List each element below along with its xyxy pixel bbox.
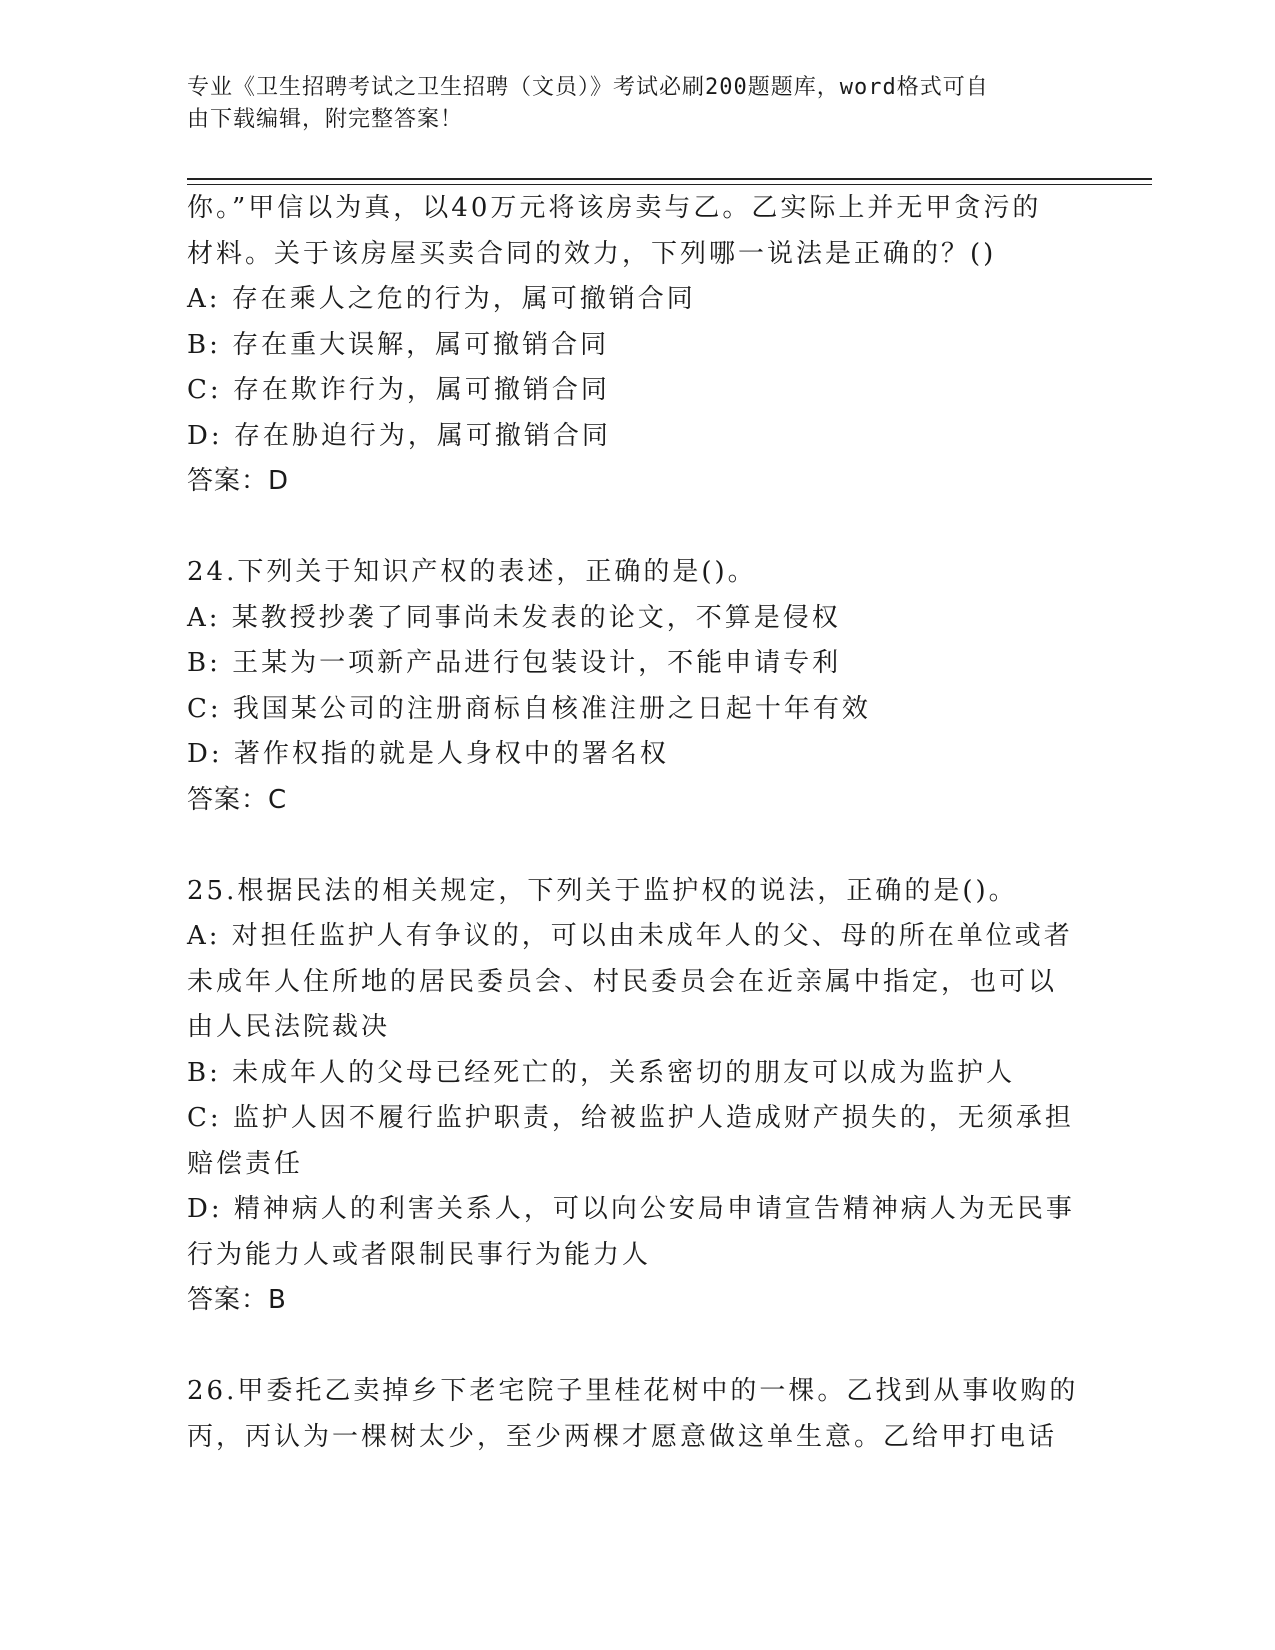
option-d: D: 存在胁迫行为，属可撤销合同: [187, 420, 611, 451]
option-c: C: 存在欺诈行为，属可撤销合同: [187, 375, 610, 405]
option-d-continued: 行为能力人或者限制民事行为能力人: [187, 1239, 652, 1270]
option-c: C: 监护人因不履行监护职责，给被监护人造成财产损失的，无须承担: [187, 1103, 1074, 1133]
option-a-continued: 未成年人住所地的居民委员会、村民委员会在近亲属中指定，也可以: [187, 966, 1058, 997]
question-24: [187, 550, 1067, 823]
answer: 答案：B: [187, 1285, 287, 1315]
option-d: D: 著作权指的就是人身权中的署名权: [187, 739, 669, 769]
question-23: [187, 186, 1067, 505]
answer: 答案：D: [187, 466, 290, 496]
answer: 答案：C: [187, 784, 288, 815]
header-line-2: 由下载编辑，附完整答案！: [187, 107, 464, 132]
question-stem: 25.根据民法的相关规定，下列关于监护权的说法，正确的是()。: [187, 875, 1018, 906]
option-a: A: 某教授抄袭了同事尚未发表的论文，不算是侵权: [187, 602, 841, 633]
option-a: A: 存在乘人之危的行为，属可撤销合同: [187, 284, 696, 314]
question-stem: 24.下列关于知识产权的表述，正确的是()。: [187, 557, 757, 587]
option-b: B: 存在重大误解，属可撤销合同: [187, 329, 610, 360]
question-stem-line: 你。”甲信以为真，以40万元将该房卖与乙。乙实际上并无甲贪污的: [187, 193, 1042, 223]
option-a-continued: 由人民法院裁决: [187, 1012, 391, 1042]
question-stem-line: 材料。关于该房屋买卖合同的效力，下列哪一说法是正确的？(): [187, 238, 997, 269]
option-c: C: 我国某公司的注册商标自核准注册之日起十年有效: [187, 693, 871, 724]
question-stem-line: 丙，丙认为一棵树太少，至少两棵才愿意做这单生意。乙给甲打电话: [187, 1421, 1058, 1452]
question-25: [187, 869, 1075, 1324]
option-d: D: 精神病人的利害关系人，可以向公安局申请宣告精神病人为无民事: [187, 1194, 1075, 1224]
option-b: B: 王某为一项新产品进行包装设计，不能申请专利: [187, 648, 842, 678]
header-rule-thin: [187, 184, 1152, 185]
question-list: [187, 186, 1079, 1460]
question-26: [187, 1369, 1079, 1460]
option-b: B: 未成年人的父母已经死亡的，关系密切的朋友可以成为监护人: [187, 1057, 1016, 1088]
question-stem-line: 26.甲委托乙卖掉乡下老宅院子里桂花树中的一棵。乙找到从事收购的: [187, 1376, 1079, 1406]
header-line-1: 专业《卫生招聘考试之卫生招聘（文员）》考试必刷200题题库，word格式可自: [187, 75, 989, 100]
header-rule-thick: [187, 178, 1152, 180]
option-c-continued: 赔偿责任: [187, 1148, 304, 1179]
option-a: A: 对担任监护人有争议的，可以由未成年人的父、母的所在单位或者: [187, 921, 1073, 951]
document-header: [187, 72, 1067, 136]
